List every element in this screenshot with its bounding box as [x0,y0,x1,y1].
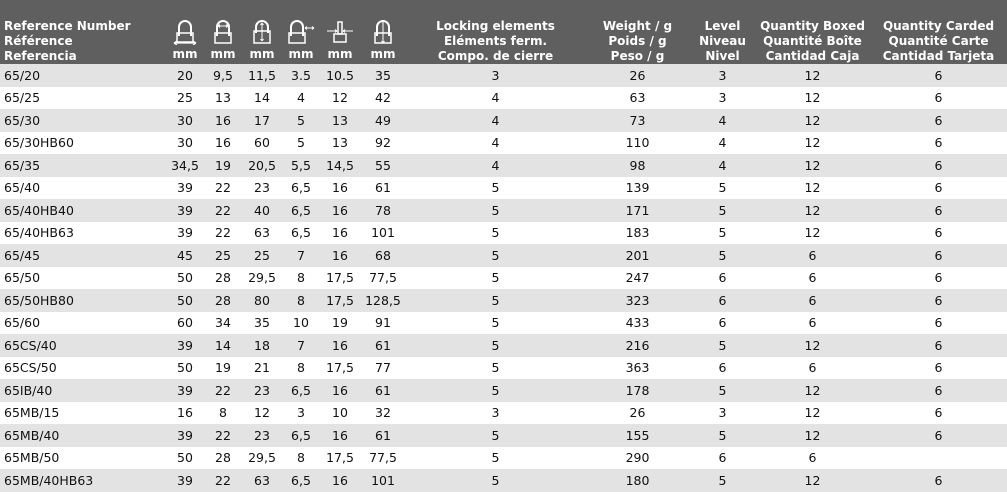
cell-dim-d: 8 [297,270,305,286]
header-boxed-es: Cantidad Caja [765,49,860,63]
cell-dim-b: 13 [215,90,231,106]
cell-dim-f: 55 [375,157,391,173]
cell-dim-d: 7 [297,247,305,263]
cell-reference: 65/40HB63 [4,225,74,241]
header-weight-es: Peso / g [610,49,665,63]
unit-label: mm [370,47,396,61]
cell-dim-e: 17,5 [326,360,354,376]
cell-dim-a: 39 [177,225,193,241]
cell-locking: 5 [491,450,500,466]
cell-locking: 5 [491,360,500,376]
cell-locking: 5 [491,270,500,286]
cell-dim-d: 6,5 [291,202,311,218]
cell-carded: 6 [934,382,943,398]
cell-boxed: 12 [804,472,821,488]
cell-dim-b: 28 [215,270,231,286]
cell-locking: 5 [491,202,500,218]
cell-carded: 6 [934,315,943,331]
cell-boxed: 6 [808,247,817,263]
cell-boxed: 12 [804,135,821,151]
table-row [0,379,1007,402]
cell-weight: 63 [629,90,646,106]
cell-dim-f: 42 [375,90,391,106]
cell-reference: 65/50HB80 [4,292,74,308]
cell-dim-a: 30 [177,135,193,151]
cell-boxed: 12 [804,90,821,106]
cell-boxed: 12 [804,112,821,128]
cell-boxed: 12 [804,180,821,196]
cell-boxed: 12 [804,157,821,173]
header-weight-en: Weight / g [602,19,673,33]
cell-level: 5 [718,180,727,196]
cell-level: 5 [718,427,727,443]
cell-reference: 65/40 [4,180,41,196]
unit-label: mm [210,47,236,61]
header-dim-c [242,0,282,64]
shackle-height-icon [325,19,355,45]
cell-reference: 65MB/40 [4,427,60,443]
cell-dim-f: 101 [371,472,395,488]
cell-reference: 65/35 [4,157,41,173]
cell-dim-f: 61 [375,337,391,353]
cell-dim-b: 22 [215,427,231,443]
cell-level: 5 [718,225,727,241]
cell-dim-f: 49 [375,112,391,128]
cell-dim-c: 23 [254,427,270,443]
cell-locking: 4 [491,135,500,151]
cell-dim-e: 16 [332,247,348,263]
table-row [0,64,1007,87]
cell-dim-a: 45 [177,247,193,263]
cell-dim-c: 21 [254,360,270,376]
table-row [0,424,1007,447]
cell-carded: 6 [934,427,943,443]
cell-locking: 5 [491,180,500,196]
cell-locking: 5 [491,292,500,308]
cell-locking: 5 [491,382,500,398]
unit-label: mm [249,47,275,61]
cell-level: 4 [718,112,727,128]
cell-dim-f: 101 [371,225,395,241]
cell-carded: 6 [934,90,943,106]
cell-carded: 6 [934,180,943,196]
cell-weight: 171 [625,202,650,218]
cell-dim-c: 14 [254,90,270,106]
cell-dim-c: 23 [254,382,270,398]
cell-dim-c: 17 [254,112,270,128]
cell-dim-b: 22 [215,472,231,488]
cell-dim-e: 10.5 [326,67,354,83]
cell-dim-f: 78 [375,202,391,218]
cell-weight: 180 [625,472,650,488]
cell-weight: 110 [625,135,650,151]
header-level [690,0,755,64]
cell-dim-f: 77,5 [369,270,397,286]
cell-dim-d: 8 [297,360,305,376]
header-locking-es: Compo. de cierre [437,49,554,63]
cell-carded: 6 [934,67,943,83]
body-thickness-icon [247,19,277,45]
cell-dim-c: 63 [254,225,270,241]
table-row [0,312,1007,335]
table-row [0,447,1007,470]
cell-dim-f: 32 [375,405,391,421]
shackle-width-icon [170,19,200,45]
cell-reference: 65/30 [4,112,41,128]
cell-dim-b: 19 [215,360,231,376]
cell-dim-e: 16 [332,427,348,443]
cell-carded [870,447,1007,470]
cell-dim-e: 16 [332,225,348,241]
table-row [0,222,1007,245]
header-reference-fr: Référence [4,34,73,48]
cell-dim-a: 39 [177,382,193,398]
cell-dim-e: 16 [332,180,348,196]
cell-level: 3 [718,405,727,421]
cell-locking: 5 [491,225,500,241]
header-dim-f [360,0,406,64]
header-boxed-fr: Quantité Boîte [763,34,862,48]
cell-reference: 65MB/15 [4,405,60,421]
cell-dim-d: 6,5 [291,427,311,443]
cell-dim-c: 35 [254,315,270,331]
cell-dim-c: 18 [254,337,270,353]
cell-dim-e: 13 [332,135,348,151]
header-dim-e [320,0,360,64]
cell-locking: 5 [491,427,500,443]
cell-weight: 433 [625,315,650,331]
cell-carded: 6 [934,292,943,308]
cell-dim-b: 22 [215,225,231,241]
cell-level: 6 [718,315,727,331]
header-carded-es: Cantidad Tarjeta [882,49,995,63]
cell-level: 5 [718,247,727,263]
cell-dim-b: 28 [215,450,231,466]
cell-reference: 65/40HB40 [4,202,74,218]
header-reference-en: Reference Number [4,19,131,33]
cell-weight: 26 [629,405,646,421]
cell-dim-c: 12 [254,405,270,421]
cell-dim-f: 61 [375,427,391,443]
cell-carded: 6 [934,135,943,151]
header-level-fr: Niveau [699,34,746,48]
cell-boxed: 12 [804,225,821,241]
table-header [0,0,1007,64]
cell-dim-d: 3.5 [291,67,311,83]
cell-locking: 5 [491,472,500,488]
cell-boxed: 6 [808,360,817,376]
cell-weight: 26 [629,67,646,83]
cell-dim-f: 61 [375,382,391,398]
cell-dim-a: 50 [177,450,193,466]
header-level-es: Nivel [705,49,740,63]
header-reference [0,0,166,64]
header-locking-fr: Eléments ferm. [443,34,548,48]
cell-locking: 5 [491,247,500,263]
header-locking [406,0,585,64]
cell-level: 6 [718,292,727,308]
cell-reference: 65/50 [4,270,41,286]
cell-dim-f: 61 [375,180,391,196]
cell-dim-b: 16 [215,112,231,128]
cell-dim-b: 14 [215,337,231,353]
cell-reference: 65MB/40HB63 [4,472,94,488]
cell-dim-e: 17,5 [326,292,354,308]
cell-dim-d: 6,5 [291,225,311,241]
cell-dim-a: 50 [177,270,193,286]
cell-dim-c: 60 [254,135,270,151]
cell-reference: 65/60 [4,315,41,331]
cell-level: 4 [718,157,727,173]
shackle-diameter-icon [208,19,238,45]
cell-boxed: 12 [804,202,821,218]
cell-dim-c: 80 [254,292,270,308]
cell-dim-d: 7 [297,337,305,353]
cell-dim-c: 20,5 [248,157,276,173]
cell-dim-d: 5,5 [291,157,311,173]
header-boxed-en: Quantity Boxed [760,19,865,33]
table-row [0,469,1007,492]
cell-carded: 6 [934,405,943,421]
cell-locking: 3 [491,67,500,83]
cell-dim-e: 19 [332,315,348,331]
cell-carded: 6 [934,225,943,241]
cell-dim-d: 8 [297,292,305,308]
cell-reference: 65IB/40 [4,382,53,398]
cell-reference: 65/45 [4,247,41,263]
unit-label: mm [327,47,353,61]
cell-dim-a: 39 [177,180,193,196]
cell-weight: 183 [625,225,650,241]
cell-carded: 6 [934,247,943,263]
table-row [0,357,1007,380]
header-carded-fr: Quantité Carte [888,34,989,48]
cell-dim-e: 12 [332,90,348,106]
cell-weight: 178 [625,382,650,398]
table-row [0,289,1007,312]
unit-label: mm [288,47,314,61]
cell-dim-a: 50 [177,360,193,376]
header-carded-en: Quantity Carded [882,19,995,33]
cell-dim-f: 92 [375,135,391,151]
cell-dim-e: 16 [332,202,348,218]
cell-dim-a: 39 [177,427,193,443]
cell-weight: 216 [625,337,650,353]
cell-carded: 6 [934,472,943,488]
header-weight [585,0,690,64]
cell-dim-b: 9,5 [213,67,233,83]
cell-carded: 6 [934,112,943,128]
cell-level: 5 [718,472,727,488]
cell-boxed: 6 [808,292,817,308]
cell-boxed: 12 [804,427,821,443]
cell-dim-e: 17,5 [326,270,354,286]
cell-level: 6 [718,360,727,376]
cell-dim-d: 6,5 [291,180,311,196]
table-row [0,87,1007,110]
table-row [0,109,1007,132]
cell-dim-e: 14,5 [326,157,354,173]
total-height-icon [368,19,398,45]
cell-weight: 247 [625,270,650,286]
cell-weight: 323 [625,292,650,308]
cell-level: 3 [718,67,727,83]
cell-locking: 5 [491,315,500,331]
header-dim-d [282,0,320,64]
cell-boxed: 12 [804,405,821,421]
table-row [0,244,1007,267]
cell-dim-c: 23 [254,180,270,196]
cell-dim-c: 40 [254,202,270,218]
shackle-clearance-icon [286,19,316,45]
cell-dim-a: 60 [177,315,193,331]
cell-dim-f: 91 [375,315,391,331]
cell-locking: 5 [491,337,500,353]
cell-level: 5 [718,202,727,218]
cell-reference: 65MB/50 [4,450,60,466]
cell-dim-a: 34,5 [171,157,199,173]
cell-boxed: 12 [804,337,821,353]
cell-dim-e: 10 [332,405,348,421]
header-boxed [755,0,870,64]
header-weight-fr: Poids / g [608,34,667,48]
cell-locking: 3 [491,405,500,421]
cell-dim-e: 17,5 [326,450,354,466]
cell-weight: 98 [629,157,646,173]
cell-carded: 6 [934,270,943,286]
cell-dim-f: 128,5 [365,292,401,308]
cell-level: 3 [718,90,727,106]
cell-dim-c: 29,5 [248,270,276,286]
header-dim-a [166,0,204,64]
table-row [0,334,1007,357]
cell-dim-a: 39 [177,337,193,353]
cell-dim-f: 35 [375,67,391,83]
cell-dim-a: 16 [177,405,193,421]
cell-boxed: 6 [808,270,817,286]
cell-carded: 6 [934,360,943,376]
cell-dim-b: 22 [215,180,231,196]
cell-carded: 6 [934,202,943,218]
cell-locking: 4 [491,90,500,106]
table-row [0,154,1007,177]
cell-dim-d: 5 [297,135,305,151]
cell-dim-c: 25 [254,247,270,263]
cell-dim-e: 16 [332,337,348,353]
cell-dim-b: 25 [215,247,231,263]
cell-dim-d: 6,5 [291,472,311,488]
cell-dim-a: 50 [177,292,193,308]
table-row [0,199,1007,222]
cell-dim-d: 10 [293,315,309,331]
cell-dim-b: 22 [215,202,231,218]
cell-boxed: 12 [804,67,821,83]
cell-dim-c: 63 [254,472,270,488]
cell-dim-d: 5 [297,112,305,128]
header-reference-es: Referencia [4,49,77,63]
header-dim-b [204,0,242,64]
cell-level: 6 [718,450,727,466]
cell-dim-d: 3 [297,405,305,421]
cell-dim-c: 29,5 [248,450,276,466]
cell-dim-a: 39 [177,472,193,488]
cell-dim-a: 39 [177,202,193,218]
cell-boxed: 12 [804,382,821,398]
cell-locking: 4 [491,112,500,128]
cell-weight: 155 [625,427,650,443]
cell-dim-a: 30 [177,112,193,128]
cell-dim-f: 68 [375,247,391,263]
cell-dim-e: 16 [332,382,348,398]
cell-dim-b: 22 [215,382,231,398]
cell-carded: 6 [934,157,943,173]
header-level-en: Level [704,19,741,33]
cell-dim-d: 8 [297,450,305,466]
cell-level: 4 [718,135,727,151]
unit-label: mm [172,47,198,61]
cell-level: 5 [718,382,727,398]
table-row [0,402,1007,425]
cell-dim-b: 19 [215,157,231,173]
cell-weight: 363 [625,360,650,376]
cell-dim-f: 77 [375,360,391,376]
header-carded [870,0,1007,64]
cell-dim-c: 11,5 [248,67,276,83]
cell-level: 5 [718,337,727,353]
cell-dim-a: 25 [177,90,193,106]
cell-dim-a: 20 [177,67,193,83]
cell-reference: 65/20 [4,67,41,83]
cell-reference: 65/25 [4,90,41,106]
cell-dim-d: 6,5 [291,382,311,398]
cell-weight: 290 [625,450,650,466]
cell-carded: 6 [934,337,943,353]
table-row [0,177,1007,200]
cell-weight: 139 [625,180,650,196]
cell-reference: 65/30HB60 [4,135,74,151]
cell-dim-f: 77,5 [369,450,397,466]
header-locking-en: Locking elements [436,19,555,33]
cell-dim-e: 16 [332,472,348,488]
cell-dim-b: 34 [215,315,231,331]
cell-boxed: 6 [808,450,817,466]
cell-weight: 73 [629,112,646,128]
cell-dim-b: 16 [215,135,231,151]
cell-weight: 201 [625,247,650,263]
cell-locking: 4 [491,157,500,173]
cell-dim-e: 13 [332,112,348,128]
cell-dim-b: 28 [215,292,231,308]
table-row [0,267,1007,290]
cell-reference: 65CS/40 [4,337,57,353]
cell-boxed: 6 [808,315,817,331]
cell-dim-d: 4 [297,90,305,106]
table-row [0,132,1007,155]
cell-dim-b: 8 [219,405,227,421]
cell-reference: 65CS/50 [4,360,57,376]
cell-level: 6 [718,270,727,286]
